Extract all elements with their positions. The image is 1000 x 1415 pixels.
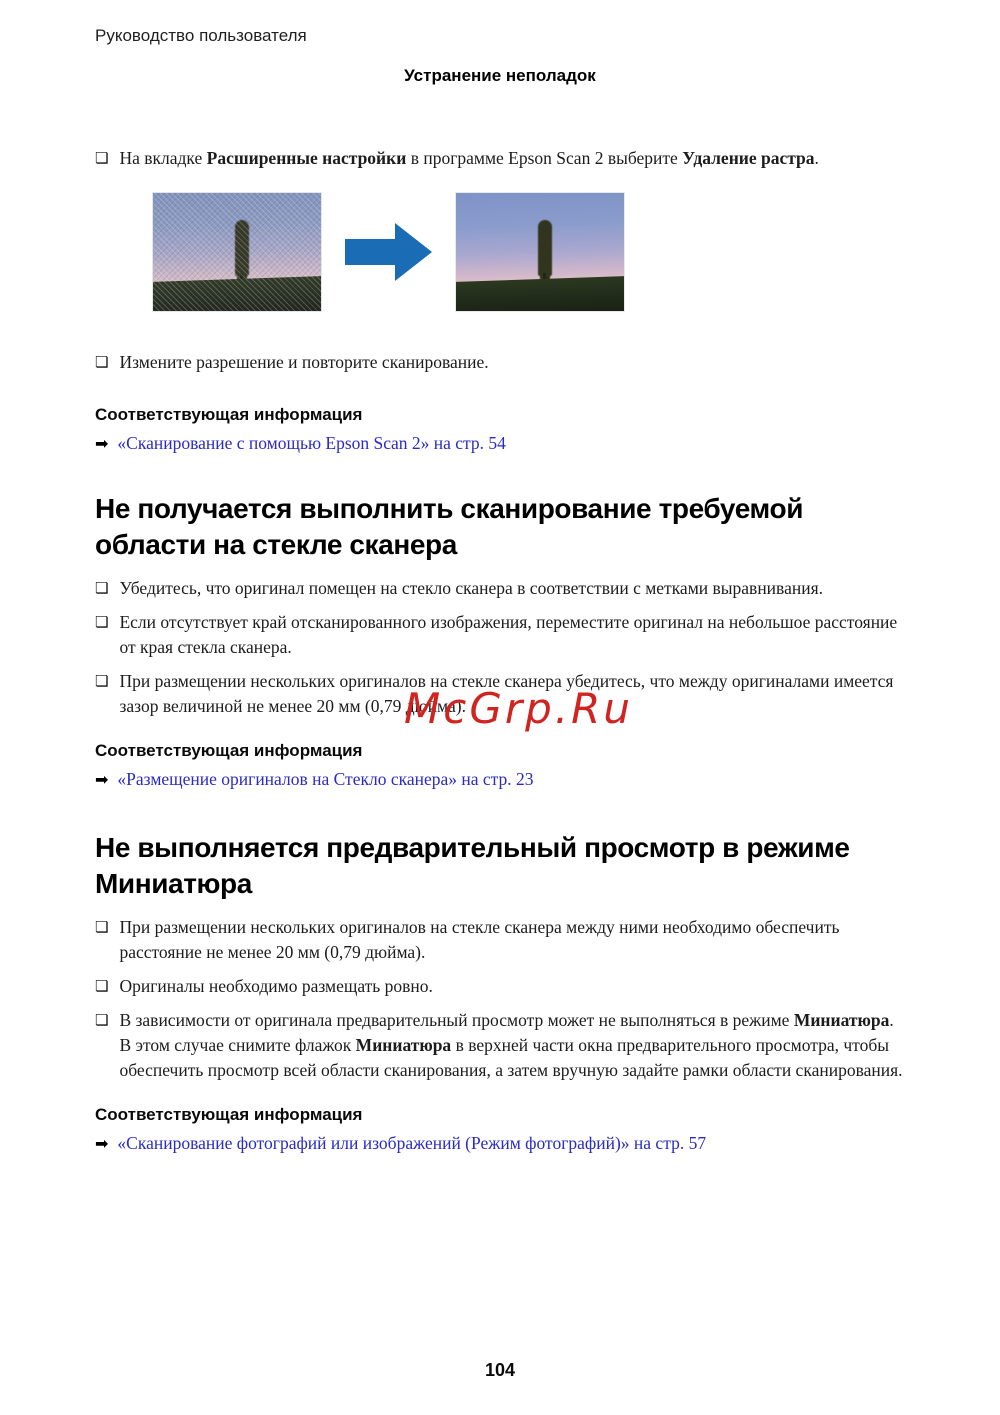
checkbox-bullet-icon: ❏	[95, 579, 109, 597]
photo-ground	[455, 276, 625, 312]
list-item	[95, 576, 905, 601]
photo-tree	[538, 220, 552, 277]
list-item-text: Если отсутствует край отсканированного изображения, переместите оригинал на небольшое расстояние от края стекла сканера.	[119, 612, 898, 657]
related-info-heading: Соответствующая информация	[95, 405, 363, 424]
cross-reference-link-photo-mode-scan[interactable]: «Сканирование фотографий или изображений (Режим фотографий)» на стр. 57	[117, 1133, 707, 1153]
before-after-arrow	[322, 192, 455, 312]
checkbox-bullet-icon: ❏	[95, 149, 109, 167]
list-item	[95, 350, 905, 375]
checkbox-bullet-icon: ❏	[95, 613, 109, 631]
link-arrow-icon: ➡	[95, 1134, 109, 1153]
cross-reference-link-scan-epson-scan-2[interactable]: «Сканирование с помощью Epson Scan 2» на стр. 54	[117, 433, 506, 453]
photo-tree	[235, 220, 249, 277]
photo-sky	[153, 193, 321, 311]
site-watermark: McGrp.Ru	[404, 684, 633, 733]
list-item-text: Измените разрешение и повторите сканирование.	[119, 352, 489, 372]
descreening-example-figure	[152, 192, 905, 312]
list-item-text: При размещении нескольких оригиналов на стекле сканера между ними необходимо обеспечить расстояние не менее 20 мм (0,79 дюйма).	[119, 917, 840, 962]
moire-scan-photo-before	[152, 192, 322, 312]
link-arrow-icon: ➡	[95, 434, 109, 453]
related-info-heading: Соответствующая информация	[95, 1105, 363, 1124]
cross-reference-link-placing-originals[interactable]: «Размещение оригиналов на Стекло сканера» на стр. 23	[117, 769, 534, 789]
list-item-text: В зависимости от оригинала предварительный просмотр может не выполняться в режиме Миниатюра. В этом случае снимите флажок Миниатюра в верхней части окна предварительного просмотра, чтобы обеспечить просмотр всей области сканирования, а затем вручную задайте рамки области сканирования.	[119, 1010, 903, 1080]
checkbox-bullet-icon: ❏	[95, 672, 109, 690]
list-item	[95, 974, 905, 999]
list-item-text: Убедитесь, что оригинал помещен на стекло сканера в соответствии с метками выравнивания.	[119, 578, 823, 598]
checkbox-bullet-icon: ❏	[95, 977, 109, 995]
list-item	[95, 610, 905, 660]
link-arrow-icon: ➡	[95, 770, 109, 789]
clean-scan-photo-after	[455, 192, 625, 312]
checkbox-bullet-icon: ❏	[95, 1011, 109, 1029]
document-title: Руководство пользователя	[95, 26, 307, 45]
photo-ground	[152, 276, 322, 312]
checkbox-bullet-icon: ❏	[95, 918, 109, 936]
chapter-title: Устранение неполадок	[404, 66, 596, 85]
related-info-block	[95, 405, 905, 454]
list-item-text: Оригиналы необходимо размещать ровно.	[119, 976, 433, 996]
section-heading-thumbnail-preview: Не выполняется предварительный просмотр в режиме Миниатюра	[95, 832, 850, 899]
page-number: 104	[484, 1360, 516, 1380]
list-item	[95, 915, 905, 965]
list-item	[95, 1008, 905, 1083]
list-item-text: На вкладке Расширенные настройки в программе Epson Scan 2 выберите Удаление растра.	[119, 148, 819, 168]
list-item	[95, 146, 905, 171]
right-arrow-icon	[345, 222, 433, 282]
list-item-text: При размещении нескольких оригиналов на стекле сканера убедитесь, что между оригиналами имеется зазор величиной не менее 20 мм (0,79 дюйма).	[119, 671, 894, 716]
related-info-heading: Соответствующая информация	[95, 741, 363, 760]
photo-tree-trunk	[240, 273, 243, 303]
related-info-block	[95, 741, 905, 790]
checkbox-bullet-icon: ❏	[95, 353, 109, 371]
related-info-block	[95, 1105, 905, 1154]
section-heading-scan-area: Не получается выполнить сканирование требуемой области на стекле сканера	[95, 493, 804, 560]
